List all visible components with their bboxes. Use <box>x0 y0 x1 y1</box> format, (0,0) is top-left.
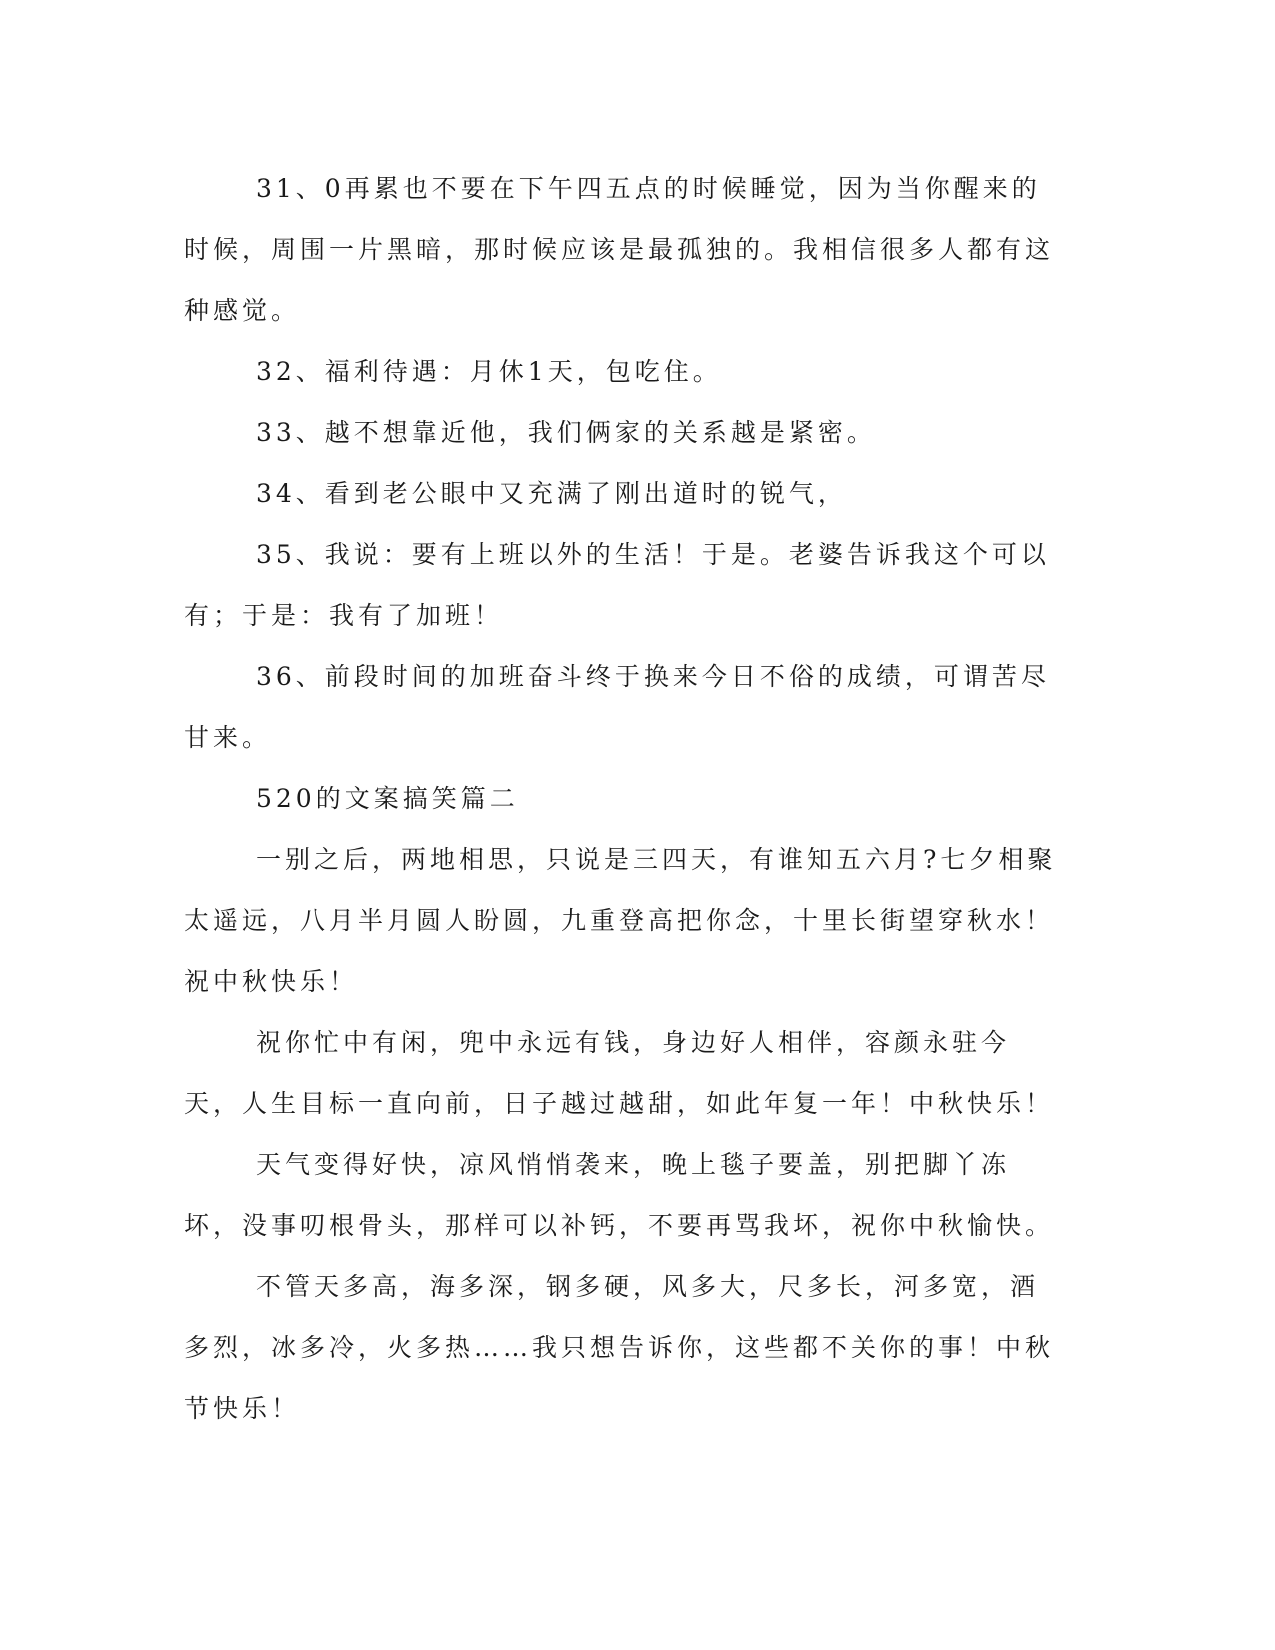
paragraph-blessing-4: 不管天多高，海多深，钢多硬，风多大，尺多长，河多宽，酒多烈，冰多冷，火多热……我只想告诉你，这些都不关你的事！中秋节快乐！ <box>184 1272 1055 1423</box>
paragraph-35: 35、我说：要有上班以外的生活！于是。老婆告诉我这个可以有；于是：我有了加班！ <box>184 540 1050 630</box>
paragraph-33: 33、越不想靠近他，我们俩家的关系越是紧密。 <box>256 418 876 447</box>
paragraph-36: 36、前段时间的加班奋斗终于换来今日不俗的成绩，可谓苦尽甘来。 <box>184 662 1050 752</box>
paragraph-32: 32、福利待遇：月休1天，包吃住。 <box>256 357 722 386</box>
section-heading: 520的文案搞笑篇二 <box>256 784 519 813</box>
document-body <box>184 158 1064 1439</box>
paragraph-blessing-2: 祝你忙中有闲，兜中永远有钱，身边好人相伴，容颜永驻今天，人生目标一直向前，日子越过越甜，如此年复一年！中秋快乐！ <box>184 1028 1055 1118</box>
paragraph-blessing-3: 天气变得好快，凉风悄悄袭来，晚上毯子要盖，别把脚丫冻坏，没事叨根骨头，那样可以补钙，不要再骂我坏，祝你中秋愉快。 <box>184 1150 1055 1240</box>
paragraph-blessing-1: 一别之后，两地相思，只说是三四天，有谁知五六月?七夕相聚太遥远，八月半月圆人盼圆，九重登高把你念，十里长街望穿秋水！祝中秋快乐！ <box>184 845 1057 996</box>
paragraph-34: 34、看到老公眼中又充满了刚出道时的锐气， <box>256 479 847 508</box>
paragraph-31: 31、0再累也不要在下午四五点的时候睡觉，因为当你醒来的时候，周围一片黑暗，那时候应该是最孤独的。我相信很多人都有这种感觉。 <box>184 174 1055 325</box>
